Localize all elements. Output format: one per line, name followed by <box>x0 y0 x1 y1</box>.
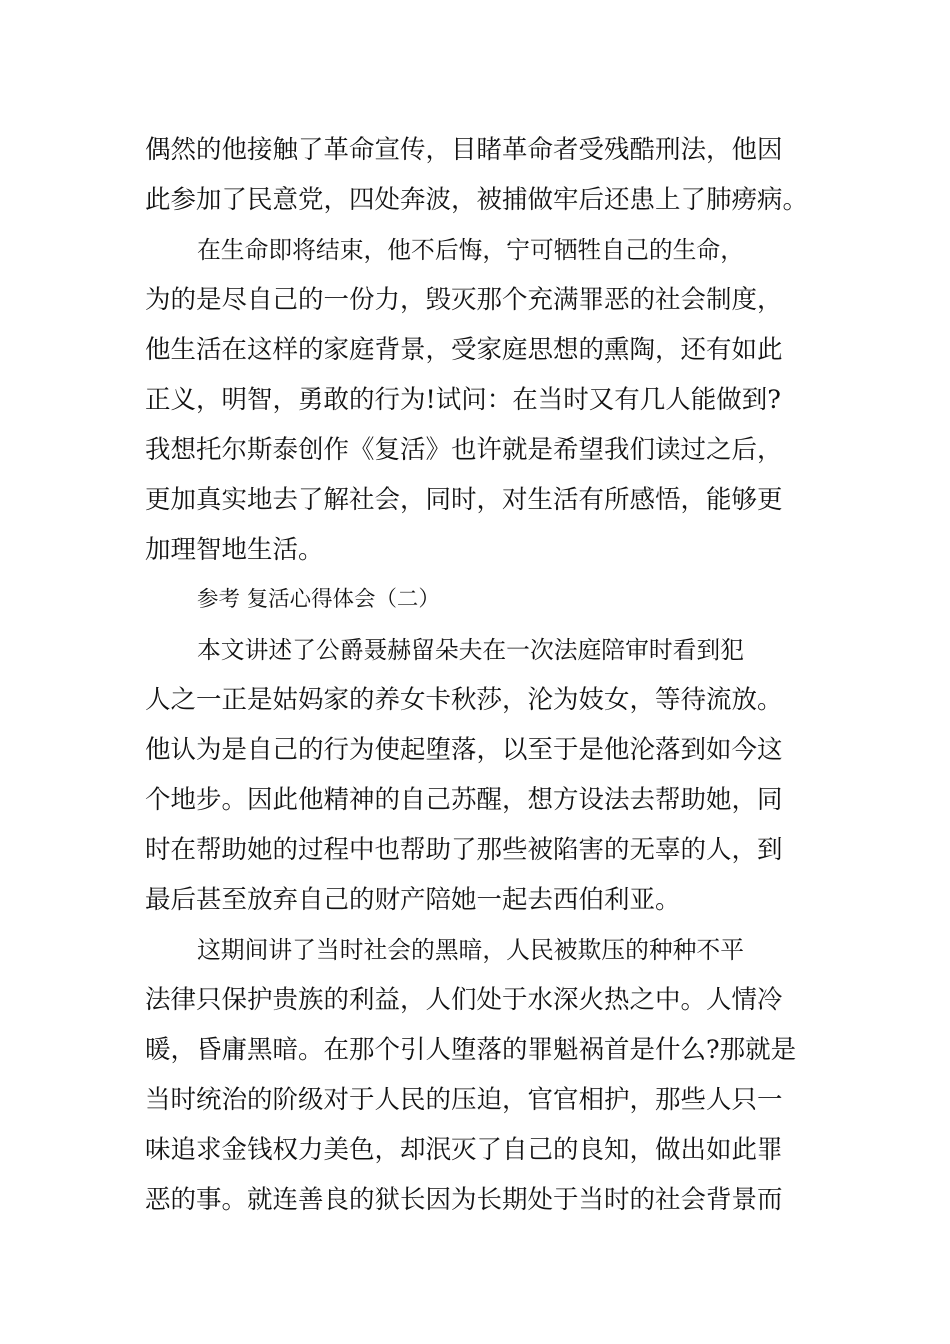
text-line: 当时统治的阶级对于人民的压迫，官官相护，那些人只一 <box>145 1085 783 1115</box>
text-line: 我想托尔斯泰创作《复活》也许就是希望我们读过之后， <box>145 435 783 465</box>
text-line: 最后甚至放弃自己的财产陪她一起去西伯利亚。 <box>145 885 681 915</box>
text-line: 为的是尽自己的一份力，毁灭那个充满罪恶的社会制度， <box>145 285 783 315</box>
text-line: 正义，明智，勇敢的行为!试问：在当时又有几人能做到? <box>145 385 781 415</box>
text-line: 此参加了民意党，四处奔波，被捕做牢后还患上了肺痨病。 <box>145 185 809 215</box>
text-line: 他生活在这样的家庭背景，受家庭思想的熏陶，还有如此 <box>145 335 783 365</box>
section-heading: 参考 复活心得体会（二） <box>197 587 440 612</box>
text-line: 加理智地生活。 <box>145 535 324 565</box>
text-line: 人之一正是姑妈家的养女卡秋莎，沦为妓女，等待流放。 <box>145 685 783 715</box>
text-line: 个地步。因此他精神的自己苏醒，想方设法去帮助她，同 <box>145 785 783 815</box>
text-line: 更加真实地去了解社会，同时，对生活有所感悟，能够更 <box>145 485 783 515</box>
text-line: 恶的事。就连善良的狱长因为长期处于当时的社会背景而 <box>145 1185 783 1215</box>
text-line: 法律只保护贵族的利益，人们处于水深火热之中。人情冷 <box>145 985 783 1015</box>
text-line: 在生命即将结束，他不后悔，宁可牺牲自己的生命， <box>197 236 744 264</box>
text-line: 暖，昏庸黑暗。在那个引人堕落的罪魁祸首是什么?那就是 <box>145 1035 797 1065</box>
text-line: 味追求金钱权力美色，却泯灭了自己的良知，做出如此罪 <box>145 1135 783 1165</box>
text-line: 偶然的他接触了革命宣传，目睹革命者受残酷刑法，他因 <box>145 135 783 165</box>
text-line: 时在帮助她的过程中也帮助了那些被陷害的无辜的人，到 <box>145 835 783 865</box>
text-line: 这期间讲了当时社会的黑暗，人民被欺压的种种不平 <box>197 936 744 964</box>
text-line: 他认为是自己的行为使起堕落，以至于是他沦落到如今这 <box>145 735 783 765</box>
text-line: 本文讲述了公爵聂赫留朵夫在一次法庭陪审时看到犯 <box>197 636 744 664</box>
